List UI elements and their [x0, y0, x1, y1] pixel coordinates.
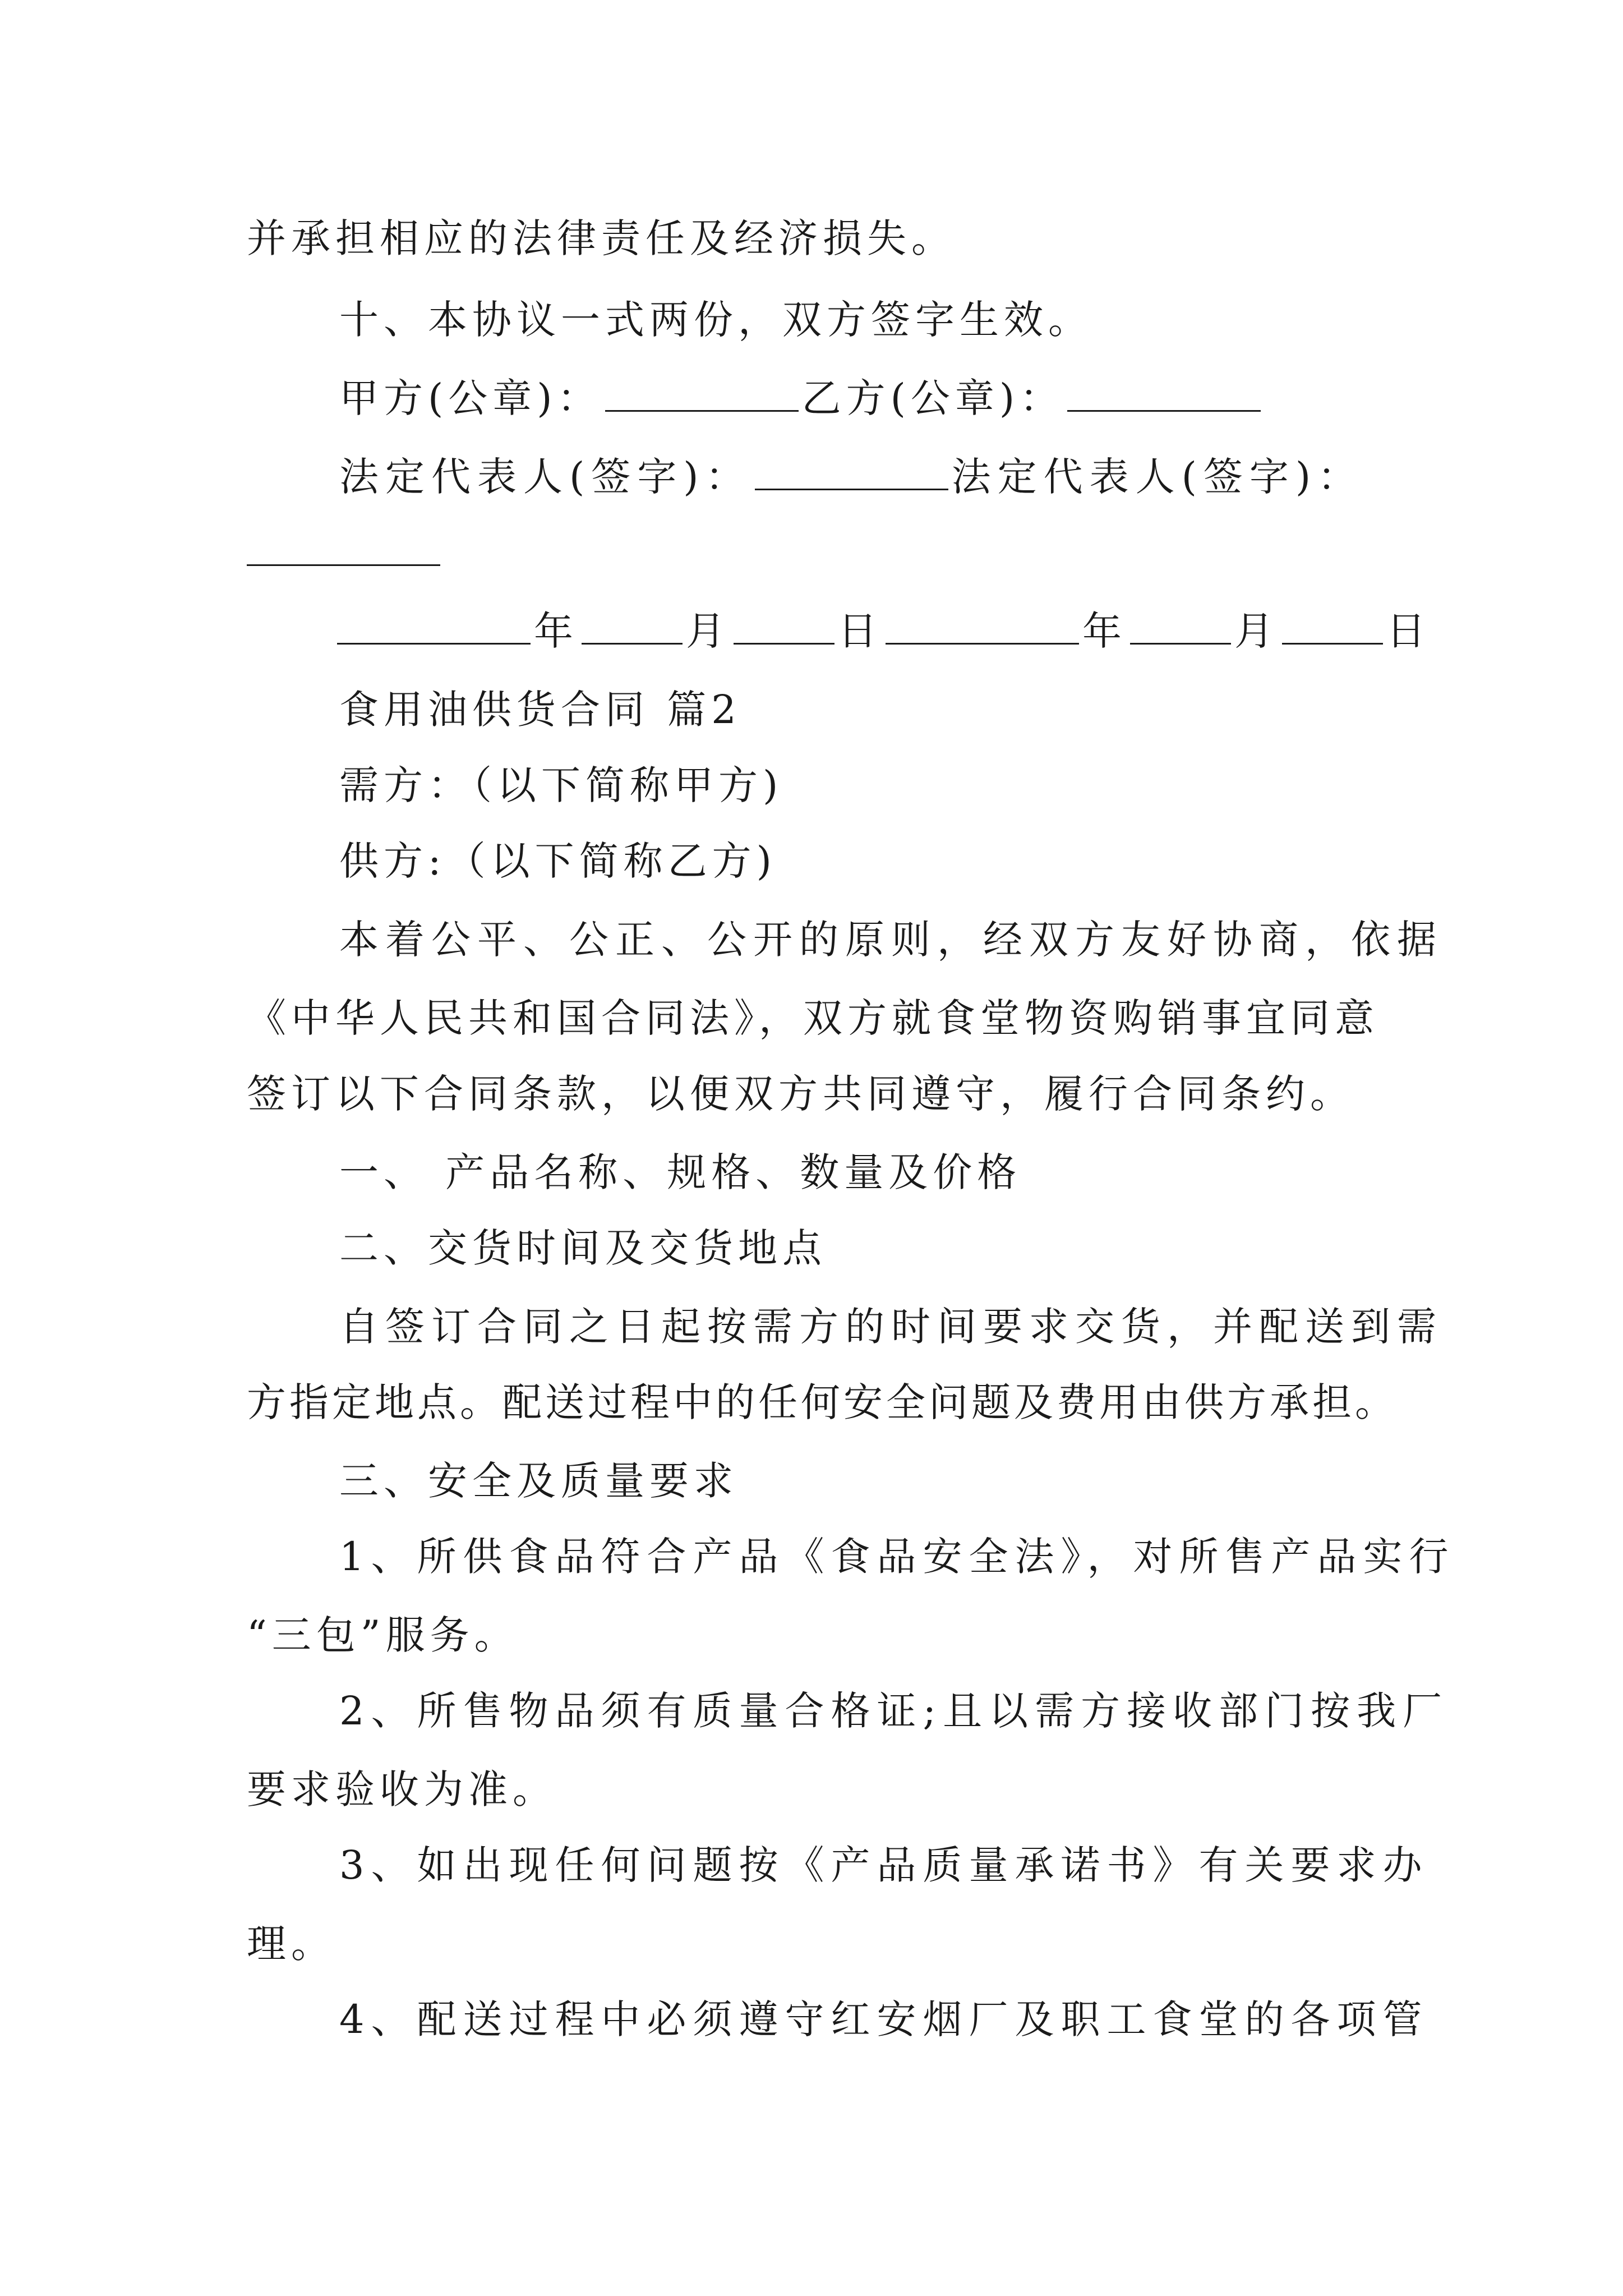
date-month-blank	[582, 608, 683, 645]
clause-heading: 一、 产品名称、规格、数量及价格	[339, 1149, 1022, 1195]
paragraph-line: 签订以下合同条款，以便双方共同遵守，履行合同条约。	[247, 1071, 1354, 1117]
day-label: 日	[838, 608, 882, 654]
date-month-blank	[1130, 608, 1231, 645]
buyer-line: 需方：（以下简称甲方)	[339, 762, 783, 808]
party-a-seal-label: 甲方(公章)：	[339, 375, 602, 421]
date-day-blank	[734, 608, 834, 645]
paragraph-line: 1、所供食品符合产品《食品安全法》，对所售产品实行	[339, 1534, 1455, 1580]
party-b-representative-blank	[247, 564, 440, 566]
month-label: 月	[686, 608, 730, 654]
party-b-representative-label: 法定代表人(签字)：	[951, 454, 1364, 500]
paragraph-line: 自签订合同之日起按需方的时间要求交货，并配送到需	[339, 1304, 1443, 1350]
month-label: 月	[1234, 608, 1279, 654]
paragraph-line: 理。	[247, 1921, 335, 1967]
party-b-seal-label: 乙方(公章)：	[801, 375, 1064, 421]
signature-row-seal	[339, 373, 1264, 424]
paragraph-line: 要求验收为准。	[247, 1766, 557, 1812]
signature-row-representative	[339, 452, 1363, 502]
year-label: 年	[534, 608, 578, 654]
section-title: 食用油供货合同 篇2	[339, 687, 741, 733]
clause-heading: 三、安全及质量要求	[339, 1458, 738, 1504]
party-a-seal-blank	[605, 375, 799, 412]
party-b-seal-blank	[1067, 375, 1261, 412]
paragraph-line: 3、如出现任何问题按《产品质量承诺书》有关要求办	[339, 1842, 1429, 1888]
text-line: 十、本协议一式两份，双方签字生效。	[339, 297, 1092, 343]
date-year-blank	[886, 608, 1079, 645]
paragraph-line: 本着公平、公正、公开的原则，经双方友好协商，依据	[339, 917, 1443, 963]
date-year-blank	[337, 608, 531, 645]
party-a-representative-blank	[755, 454, 948, 490]
supplier-line: 供方:（以下简称乙方)	[339, 838, 777, 884]
paragraph-line: 方指定地点。配送过程中的任何安全问题及费用由供方承担。	[247, 1379, 1398, 1425]
date-day-blank	[1282, 608, 1383, 645]
party-a-representative-label: 法定代表人(签字)：	[339, 454, 751, 500]
paragraph-line: 《中华人民共和国合同法》，双方就食堂物资购销事宜同意	[247, 995, 1379, 1041]
clause-heading: 二、交货时间及交货地点	[339, 1225, 827, 1271]
text-line: 并承担相应的法律责任及经济损失。	[247, 215, 956, 261]
paragraph-line: 2、所售物品须有质量合格证;且以需方接收部门按我厂	[339, 1688, 1449, 1734]
paragraph-line: “三包”服务。	[247, 1612, 519, 1658]
paragraph-line: 4、配送过程中必须遵守红安烟厂及职工食堂的各项管	[339, 1996, 1429, 2042]
date-row	[334, 606, 1431, 656]
year-label: 年	[1082, 608, 1127, 654]
day-label: 日	[1386, 608, 1431, 654]
